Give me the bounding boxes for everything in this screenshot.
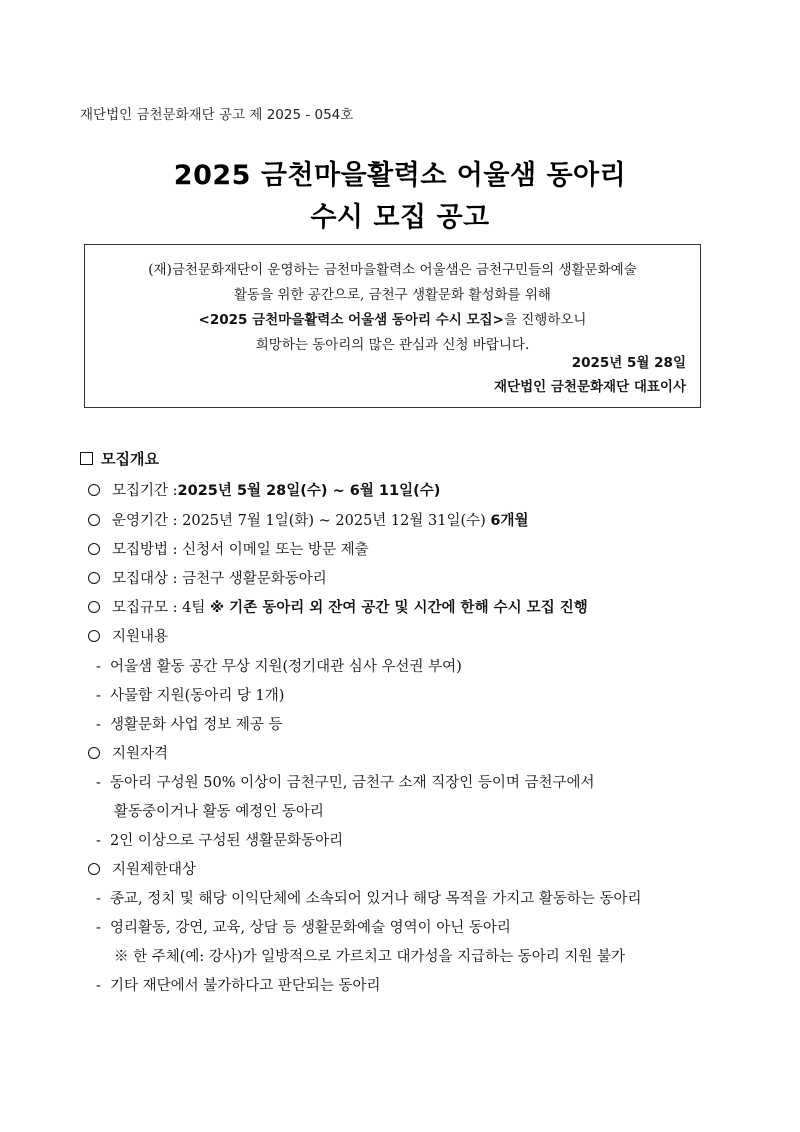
list-item-operation — [88, 509, 529, 530]
support-item — [96, 684, 284, 705]
period-value: 2025년 5월 28일(수) ~ 6월 11일(수) — [177, 483, 441, 499]
support-item — [96, 713, 283, 734]
dash: - — [96, 833, 101, 849]
restriction-item — [96, 887, 642, 908]
dash: - — [96, 891, 101, 907]
restriction-item-text: 종교, 정치 및 해당 이익단체에 소속되어 있거나 해당 목적을 가지고 활동하는 동아리 — [110, 891, 642, 907]
dash: - — [96, 688, 101, 704]
circle-bullet-icon — [88, 601, 100, 613]
support-heading: 지원내용 — [112, 629, 169, 645]
operation-label: 운영기간 : 2025년 7월 1일(화) ~ 2025년 12월 31일(수) — [112, 513, 491, 529]
list-item-scale — [88, 596, 588, 617]
intro-line3-rest: 을 진행하오니 — [503, 312, 587, 328]
square-bullet-icon — [80, 452, 93, 465]
dash: - — [96, 978, 101, 994]
restriction-item-text: 기타 재단에서 불가하다고 판단되는 동아리 — [110, 978, 381, 994]
list-item-eligibility — [88, 742, 168, 763]
page-title-line1: 2025 금천마을활력소 어울샘 동아리 — [173, 160, 627, 191]
intro-line1: (재)금천문화재단이 운영하는 금천마을활력소 어울샘은 금천구민들의 생활문화예술 — [148, 262, 637, 278]
method-text: 모집방법 : 신청서 이메일 또는 방문 제출 — [112, 542, 369, 558]
support-item — [96, 655, 462, 676]
notice-date: 2025년 5월 28일 — [571, 355, 686, 371]
restriction-item — [96, 916, 511, 937]
eligibility-item — [96, 771, 595, 792]
dash: - — [96, 920, 101, 936]
circle-bullet-icon — [88, 484, 100, 496]
eligibility-item-text: 2인 이상으로 구성된 생활문화동아리 — [110, 833, 344, 849]
support-item-text: 생활문화 사업 정보 제공 등 — [110, 717, 283, 733]
list-item-support — [88, 625, 168, 646]
eligibility-heading: 지원자격 — [112, 746, 169, 762]
circle-bullet-icon — [88, 747, 100, 759]
support-item-text: 사물함 지원(동아리 당 1개) — [110, 688, 285, 704]
period-label: 모집기간 : — [112, 483, 178, 499]
target-text: 모집대상 : 금천구 생활문화동아리 — [112, 571, 327, 587]
restriction-heading: 지원제한대상 — [112, 862, 197, 878]
circle-bullet-icon — [88, 543, 100, 555]
intro-line3-bold: <2025 금천마을활력소 어울샘 동아리 수시 모집> — [198, 312, 504, 328]
scale-label: 모집규모 : 4팀 — [112, 600, 210, 616]
support-item-text: 어울샘 활동 공간 무상 지원(정기대관 심사 우선권 부여) — [110, 659, 462, 675]
eligibility-item — [96, 829, 343, 850]
intro-line4: 희망하는 동아리의 많은 관심과 신청 바랍니다. — [255, 337, 530, 353]
intro-box — [84, 244, 701, 408]
eligibility-item-text: 동아리 구성원 50% 이상이 금천구민, 금천구 소재 직장인 등이며 금천구에서 — [110, 775, 595, 791]
section-heading-text: 모집개요 — [101, 450, 159, 468]
intro-line2: 활동을 위한 공간으로, 금천구 생활문화 활성화를 위해 — [234, 287, 551, 303]
restriction-item — [96, 974, 381, 995]
list-item-method — [88, 538, 369, 559]
section-heading — [80, 448, 159, 469]
list-item-period — [88, 479, 440, 500]
intro-line3 — [85, 308, 700, 328]
circle-bullet-icon — [88, 514, 100, 526]
restriction-item-text: 영리활동, 강연, 교육, 상담 등 생활문화예술 영역이 아닌 동아리 — [110, 920, 511, 936]
dash: - — [96, 659, 101, 675]
circle-bullet-icon — [88, 863, 100, 875]
list-item-target — [88, 567, 327, 588]
circle-bullet-icon — [88, 572, 100, 584]
restriction-note: ※ 한 주체(예: 강사)가 일방적으로 가르치고 대가성을 지급하는 동아리 지원 불가 — [114, 949, 626, 965]
page-title-line2: 수시 모집 공고 — [310, 202, 490, 233]
notice-number: 재단법인 금천문화재단 공고 제 2025 - 054호 — [80, 107, 354, 123]
scale-note: ※ 기존 동아리 외 잔여 공간 및 시간에 한해 수시 모집 진행 — [209, 600, 588, 616]
list-item-restriction — [88, 858, 196, 879]
eligibility-item-cont: 활동중이거나 활동 예정인 동아리 — [114, 804, 324, 820]
circle-bullet-icon — [88, 630, 100, 642]
dash: - — [96, 717, 101, 733]
operation-duration: 6개월 — [490, 513, 529, 529]
signature: 재단법인 금천문화재단 대표이사 — [494, 379, 686, 395]
dash: - — [96, 775, 101, 791]
